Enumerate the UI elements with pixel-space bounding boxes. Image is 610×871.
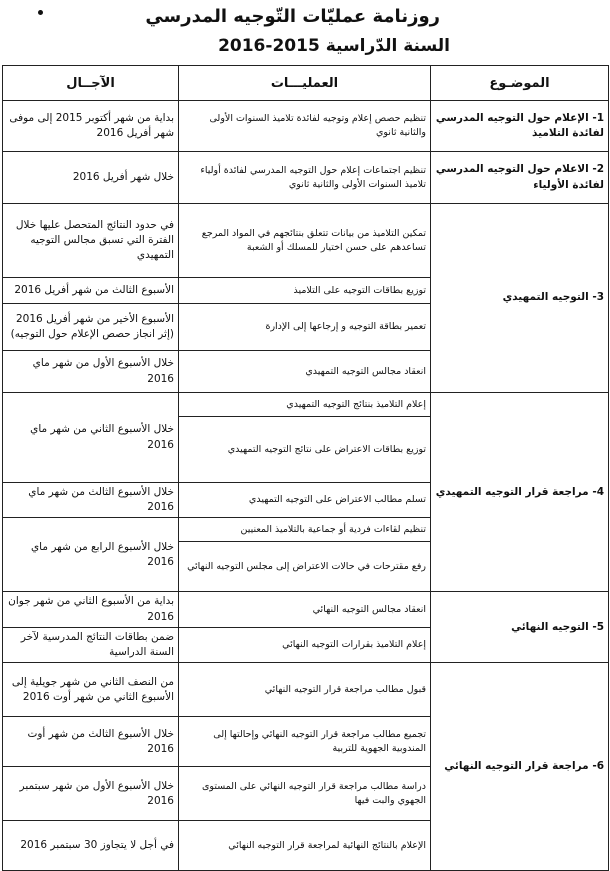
table-row xyxy=(3,393,609,417)
operation-cell: توزيع بطاقات الاعتراض على نتائج التوجيه التمهيدي xyxy=(179,417,431,483)
table-row xyxy=(3,101,609,152)
deadline-cell: الأسبوع الأخير من شهر أفريل 2016 (إثر انجاز حصص الإعلام حول التوجيه) xyxy=(3,304,179,351)
deadline-cell: في أجل لا يتجاوز 30 سبتمبر 2016 xyxy=(3,821,179,871)
topic-cell: 3- التوجيه التمهيدي xyxy=(431,204,609,393)
operation-cell: إعلام التلاميذ بنتائج التوجيه التمهيدي xyxy=(179,393,431,417)
deadline-cell: بداية من الأسبوع الثاني من شهر جوان 2016 xyxy=(3,592,179,627)
schedule-table xyxy=(2,65,609,871)
topic-cell: 5- التوجيه النهائي xyxy=(431,592,609,663)
deadline-cell: ضمن بطاقات النتائج المدرسية لآخر السنة الدراسية xyxy=(3,627,179,662)
deadline-cell: في حدود النتائج المتحصل عليها خلال الفترة التي تسبق مجالس التوجيه التمهيدي xyxy=(3,204,179,278)
table-row xyxy=(3,663,609,717)
table-row xyxy=(3,152,609,204)
operation-cell: إعلام التلاميذ بقرارات التوجيه النهائي xyxy=(179,627,431,662)
operation-cell: تنظيم لقاءات فردية أو جماعية بالتلاميذ المعنيين xyxy=(179,518,431,542)
header-topic: الموضـوع xyxy=(431,66,609,101)
operation-cell: الإعلام بالنتائج النهائية لمراجعة قرار التوجيه النهائي xyxy=(179,821,431,871)
table-row xyxy=(3,204,609,278)
deadline-cell: خلال الأسبوع الثاني من شهر ماي 2016 xyxy=(3,393,179,483)
topic-cell: 6- مراجعة قرار التوجيه النهائي xyxy=(431,663,609,871)
operation-cell: تجميع مطالب مراجعة قرار التوجيه النهائي وإحالتها إلى المندوبية الجهوية للتربية xyxy=(179,717,431,767)
operation-cell: قبول مطالب مراجعة قرار التوجيه النهائي xyxy=(179,663,431,717)
table-header-row xyxy=(3,66,609,101)
deadline-cell: من النصف الثاني من شهر جويلية إلى الأسبوع الثاني من شهر أوت 2016 xyxy=(3,663,179,717)
header-operations: العمليـــات xyxy=(179,66,431,101)
operation-cell: توزيع بطاقات التوجيه على التلاميذ xyxy=(179,278,431,304)
bullet-dot xyxy=(38,10,43,15)
topic-cell: 1- الإعلام حول التوجيه المدرسي لفائدة التلاميذ xyxy=(431,101,609,152)
operation-cell: تنظيم اجتماعات إعلام حول التوجيه المدرسي لفائدة أولياء تلاميذ السنوات الأولى والثانية ثانوي xyxy=(179,152,431,204)
deadline-cell: خلال الأسبوع الثالث من شهر أوت 2016 xyxy=(3,717,179,767)
topic-cell: 2- الاعلام حول التوجيه المدرسي لفائدة الأولياء xyxy=(431,152,609,204)
operation-cell: انعقاد مجالس التوجيه النهائي xyxy=(179,592,431,627)
operation-cell: تمكين التلاميذ من بيانات تتعلق بنتائجهم في المواد المرجع تساعدهم على حسن اختيار للمسلك أو الشعبة xyxy=(179,204,431,278)
header-deadlines: الآجــال xyxy=(3,66,179,101)
deadline-cell: خلال شهر أفريل 2016 xyxy=(3,152,179,204)
operation-cell: دراسة مطالب مراجعة قرار التوجيه النهائي على المستوى الجهوي والبت فيها xyxy=(179,767,431,821)
operation-cell: تسلم مطالب الاعتراض على التوجيه التمهيدي xyxy=(179,483,431,518)
deadline-cell: خلال الأسبوع الأول من شهر سبتمبر 2016 xyxy=(3,767,179,821)
operation-cell: رفع مقترحات في حالات الاعتراض إلى مجلس التوجيه النهائي xyxy=(179,542,431,592)
deadline-cell: بداية من شهر أكتوبر 2015 إلى موفى شهر أفريل 2016 xyxy=(3,101,179,152)
topic-cell: 4- مراجعة قرار التوجيه التمهيدي xyxy=(431,393,609,592)
deadline-cell: خلال الأسبوع الثالث من شهر ماي 2016 xyxy=(3,483,179,518)
deadline-cell: الأسبوع الثالث من شهر أفريل 2016 xyxy=(3,278,179,304)
table-row xyxy=(3,592,609,627)
operation-cell: تعمير بطاقة التوجيه و إرجاعها إلى الإدارة xyxy=(179,304,431,351)
document-title: روزنامة عمليّات التّوجيه المدرسي xyxy=(145,6,440,27)
deadline-cell: خلال الأسبوع الأول من شهر ماي 2016 xyxy=(3,351,179,393)
school-year-subtitle: السنة الدّراسية 2015-2016 xyxy=(218,36,450,56)
operation-cell: انعقاد مجالس التوجيه التمهيدي xyxy=(179,351,431,393)
operation-cell: تنظيم حصص إعلام وتوجيه لفائدة تلاميذ السنوات الأولى والثانية ثانوي xyxy=(179,101,431,152)
deadline-cell: خلال الأسبوع الرابع من شهر ماي 2016 xyxy=(3,518,179,592)
